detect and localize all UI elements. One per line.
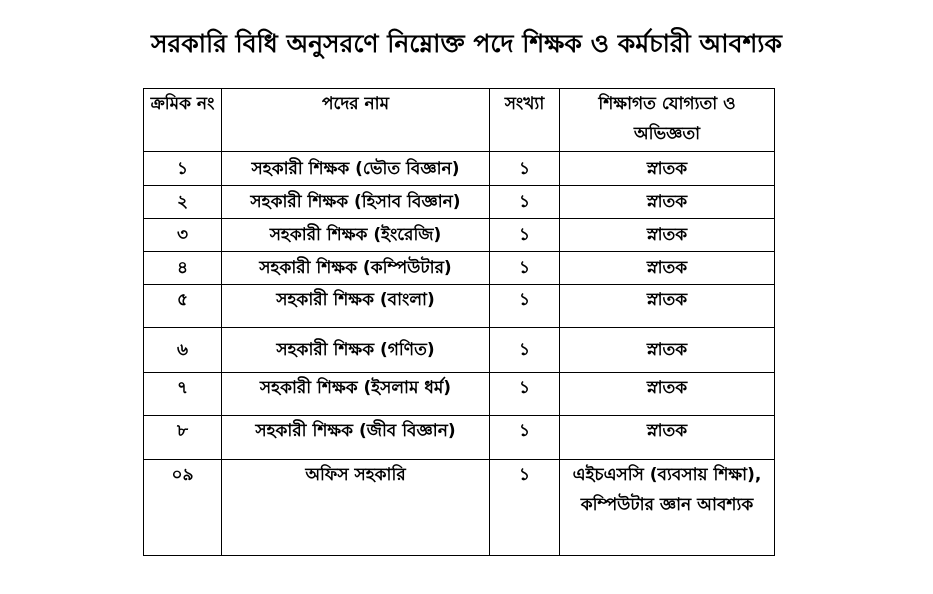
cell-post: সহকারী শিক্ষক (ভৌত বিজ্ঞান) <box>222 152 490 186</box>
table-row <box>144 373 775 416</box>
cell-post: সহকারী শিক্ষক (ইসলাম ধর্ম) <box>222 373 490 416</box>
cell-post: সহকারী শিক্ষক (কম্পিউটার) <box>222 252 490 285</box>
cell-qualification: স্নাতক <box>560 252 775 285</box>
cell-count: ১ <box>490 152 560 186</box>
cell-serial: ৮ <box>144 416 222 460</box>
cell-qualification: স্নাতক <box>560 373 775 416</box>
cell-count: ১ <box>490 252 560 285</box>
cell-serial: ৫ <box>144 285 222 328</box>
cell-post: সহকারী শিক্ষক (গণিত) <box>222 328 490 373</box>
cell-qualification: স্নাতক <box>560 285 775 328</box>
cell-count: ১ <box>490 219 560 252</box>
cell-post: সহকারী শিক্ষক (ইংরেজি) <box>222 219 490 252</box>
table-row <box>144 328 775 373</box>
cell-post: সহকারী শিক্ষক (বাংলা) <box>222 285 490 328</box>
header-serial: ক্রমিক নং <box>144 89 222 152</box>
cell-count: ১ <box>490 285 560 328</box>
vacancy-table <box>143 88 775 556</box>
table-row <box>144 252 775 285</box>
cell-qualification: স্নাতক <box>560 186 775 219</box>
cell-qualification: স্নাতক <box>560 328 775 373</box>
table-row <box>144 219 775 252</box>
cell-post: সহকারী শিক্ষক (হিসাব বিজ্ঞান) <box>222 186 490 219</box>
header-count: সংখ্যা <box>490 89 560 152</box>
cell-qualification: স্নাতক <box>560 152 775 186</box>
table-row <box>144 285 775 328</box>
header-post: পদের নাম <box>222 89 490 152</box>
cell-post: অফিস সহকারি <box>222 460 490 556</box>
page-title: সরকারি বিধি অনুসরণে নিম্নোক্ত পদে শিক্ষক ও কর্মচারী আবশ্যক <box>150 29 783 58</box>
cell-serial: ২ <box>144 186 222 219</box>
cell-serial: ৩ <box>144 219 222 252</box>
cell-qualification: স্নাতক <box>560 416 775 460</box>
cell-count: ১ <box>490 460 560 556</box>
cell-qualification: স্নাতক <box>560 219 775 252</box>
cell-serial: ১ <box>144 152 222 186</box>
cell-post: সহকারী শিক্ষক (জীব বিজ্ঞান) <box>222 416 490 460</box>
table-row <box>144 152 775 186</box>
cell-serial: ৬ <box>144 328 222 373</box>
cell-qualification: এইচএসসি (ব্যবসায় শিক্ষা), কম্পিউটার জ্ঞান আবশ্যক <box>560 460 775 556</box>
cell-serial: ৭ <box>144 373 222 416</box>
cell-count: ১ <box>490 416 560 460</box>
cell-count: ১ <box>490 328 560 373</box>
table-row <box>144 186 775 219</box>
table-header-row <box>144 89 775 152</box>
cell-count: ১ <box>490 373 560 416</box>
cell-serial: ০৯ <box>144 460 222 556</box>
cell-serial: ৪ <box>144 252 222 285</box>
cell-count: ১ <box>490 186 560 219</box>
table-row <box>144 460 775 556</box>
header-qualification: শিক্ষাগত যোগ্যতা ও অভিজ্ঞতা <box>560 89 775 152</box>
table-row <box>144 416 775 460</box>
